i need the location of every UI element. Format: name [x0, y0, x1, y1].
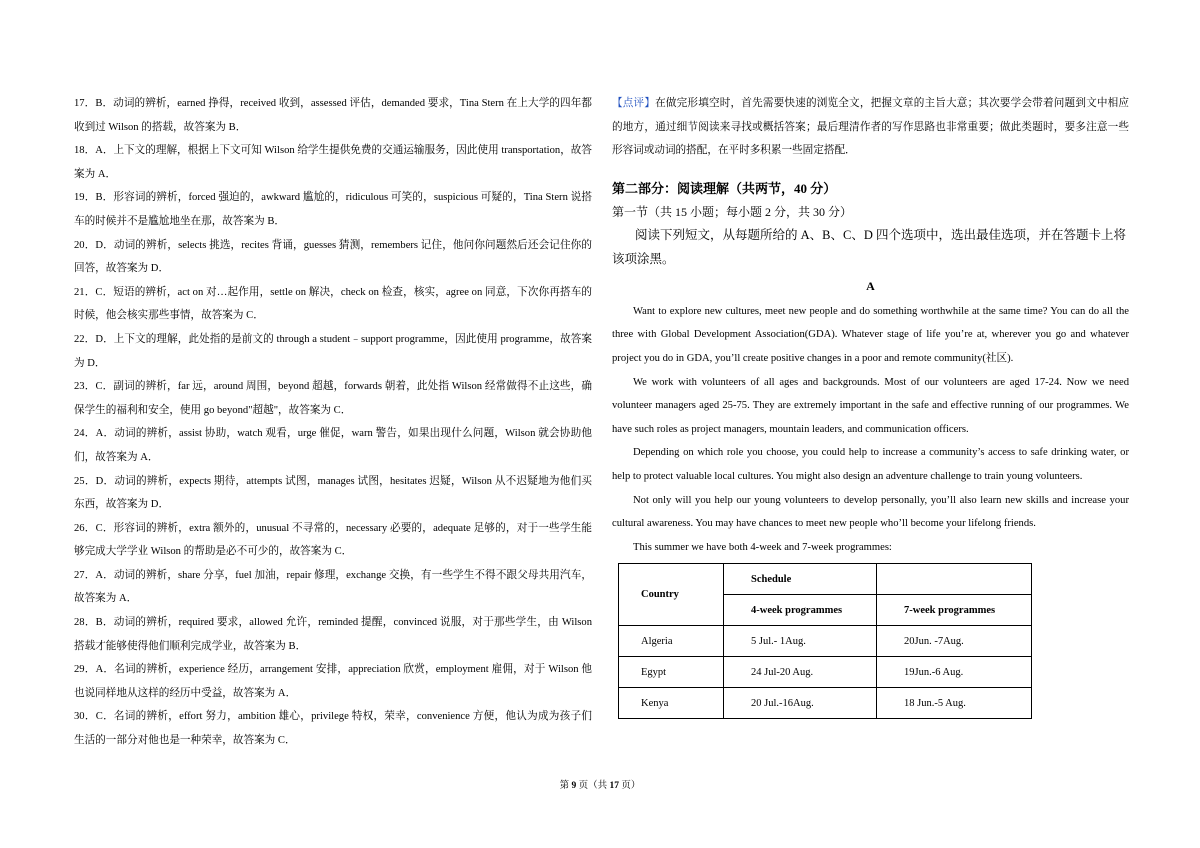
section-title: 第二部分：阅读理解（共两节，40 分） — [612, 180, 837, 196]
answer-27: 27．A．动词的辨析，share 分享，fuel 加油，repair 修理，exchange 交换，有一些学生不得不跟父母共用汽车，故答案为 A． — [74, 569, 592, 605]
table-header-row — [619, 564, 1032, 595]
schedule-table — [618, 563, 1032, 719]
col-7week-header: 7-week programmes — [877, 595, 1032, 626]
footer-total-pages: 17 — [609, 781, 619, 791]
passage-paragraph: Not only will you help our young volunteers to develop personally, you’ll also learn new skills and increase your cultural awareness. You may have chances to meet new people who’ll become your lifelong friends. — [612, 494, 1129, 530]
answer-30: 30．C．名词的辨析，effort 努力，ambition 雄心，privilege 特权，荣幸，convenience 方便，他认为成为孩子们生活的一部分对他也是一种荣幸，故答案为 C． — [74, 711, 592, 747]
passage-paragraph: Want to explore new cultures, meet new people and do something worthwhile at the same time? You can do all the three with Global Development Association(GDA). Whatever stage of life you’re at, wherever you go and whatever project you do in GDA, you’ll create positive changes in a poor and remote community(社区). — [612, 305, 1129, 364]
section-subtitle: 第一节（共 15 小题；每小题 2 分，共 30 分） — [612, 204, 853, 219]
note-text: 在做完形填空时，首先需要快速的浏览全文，把握文章的主旨大意；其次要学会带着问题到文中相应的地方，通过细节阅读来寻找或概括答案；最后理清作者的写作思路也非常重要；做此类题时，要多注意一些形容词或动词的搭配，在平时多积累一些固定搭配． — [612, 98, 1130, 157]
review-note — [612, 92, 1129, 163]
answer-23: 23．C．副词的辨析，far 远，around 周围，beyond 超越，forwards 朝着，此处指 Wilson 经常做得不止这些，确保学生的福利和安全，使用 go beyond"超越"，故答案为 C． — [74, 381, 592, 416]
passage-paragraph: This summer we have both 4-week and 7-week programmes: — [633, 541, 892, 553]
week4-cell: 24 Jul-20 Aug. — [724, 657, 877, 688]
col-4week-header: 4-week programmes — [724, 595, 877, 626]
footer-page-number: 9 — [571, 781, 577, 791]
answer-29: 29．A．名词的辨析，experience 经历，arrangement 安排，appreciation 欣赏，employment 雇佣，对于 Wilson 他也说同样地从这样的经历中受益，故答案为 A． — [74, 664, 592, 699]
answer-19: 19．B．形容词的辨析，forced 强迫的，awkward 尴尬的，ridiculous 可笑的，suspicious 可疑的，Tina Stern 说搭车的时候并不是尴尬地坐在那，故答案为 B． — [74, 192, 592, 227]
answer-17: 17．B．动词的辨析，earned 挣得，received 收到，assessed 评估，demanded 要求，Tina Stern 在上大学的四年都收到过 Wilson 的搭载，故答案为 B． — [74, 98, 592, 133]
country-cell: Egypt — [619, 657, 724, 688]
answer-25: 25．D．动词的辨析，expects 期待，attempts 试图，manages 试图，hesitates 迟疑，Wilson 从不迟疑地为他们买东西，故答案为 D． — [74, 475, 592, 511]
week4-cell: 20 Jul.-16Aug. — [724, 688, 877, 719]
left-column — [74, 92, 592, 753]
passage-label: A — [866, 278, 875, 293]
week7-cell: 20Jun. -7Aug. — [877, 626, 1032, 657]
passage-body — [612, 300, 1129, 560]
answer-22: 22．D．上下文的理解，此处指的是前文的 through a student﹣support programme，因此使用 programme，故答案为 D． — [74, 333, 592, 369]
answer-28: 28．B．动词的辨析，required 要求，allowed 允许，reminded 提醒，convinced 说服，对于那些学生，由 Wilson 搭载才能够使得他们顺利完成学业，故答案为 B． — [74, 617, 592, 652]
table-row — [619, 626, 1032, 657]
schedule-header: Schedule — [724, 564, 877, 595]
table-row — [619, 688, 1032, 719]
passage-paragraph: We work with volunteers of all ages and backgrounds. Most of our volunteers are aged 17-24. Now we need volunteer managers aged 25-75. They are extremely important in the safe and effective running of our programmes. We have such roles as project managers, mountain leaders, and communication officers. — [612, 376, 1129, 435]
section-instruction: 阅读下列短文，从每题所给的 A、B、C、D 四个选项中，选出最佳选项，并在答题卡上将该项涂黑。 — [612, 227, 1126, 266]
country-header: Country — [619, 564, 724, 626]
footer-pre: 第 — [559, 781, 570, 791]
week7-cell: 19Jun.-6 Aug. — [877, 657, 1032, 688]
country-cell: Kenya — [619, 688, 724, 719]
answer-18: 18．A．上下文的理解，根据上下文可知 Wilson 给学生提供免费的交通运输服务，因此使用 transportation，故答案为 A． — [74, 145, 592, 180]
country-cell: Algeria — [619, 626, 724, 657]
answer-24: 24．A．动词的辨析，assist 协助，watch 观看，urge 催促，warn 警告，如果出现什么问题，Wilson 就会协助他们，故答案为 A． — [74, 428, 592, 463]
table-row — [619, 657, 1032, 688]
answer-20: 20．D．动词的辨析，selects 挑选，recites 背诵，guesses 猜测，remembers 记住，他问你问题然后还会记住你的回答，故答案为 D． — [74, 239, 592, 275]
right-column — [612, 92, 1129, 719]
week4-cell: 5 Jul.- 1Aug. — [724, 626, 877, 657]
week7-cell: 18 Jun.-5 Aug. — [877, 688, 1032, 719]
footer-mid: 页（共 — [578, 781, 608, 791]
footer-post: 页） — [621, 781, 641, 791]
passage-paragraph: Depending on which role you choose, you could help to increase a community’s access to safe drinking water, or help to protect valuable local cultures. You might also design an adventure challenge to train young volunteers. — [612, 447, 1129, 482]
answer-21: 21．C．短语的辨析，act on 对…起作用，settle on 解决，check on 检查，核实，agree on 同意，下次你再搭车的时候，他会核实那些事情，故答案为 C． — [74, 286, 592, 322]
empty-header-cell — [877, 564, 1032, 595]
note-tag: 【点评】 — [612, 98, 656, 109]
answer-26: 26．C．形容词的辨析，extra 额外的，unusual 不寻常的，necessary 必要的，adequate 足够的，对于一些学生能够完成大学学业 Wilson 的帮助是必不可少的，故答案为 C． — [74, 522, 592, 558]
page-footer — [0, 777, 1200, 791]
